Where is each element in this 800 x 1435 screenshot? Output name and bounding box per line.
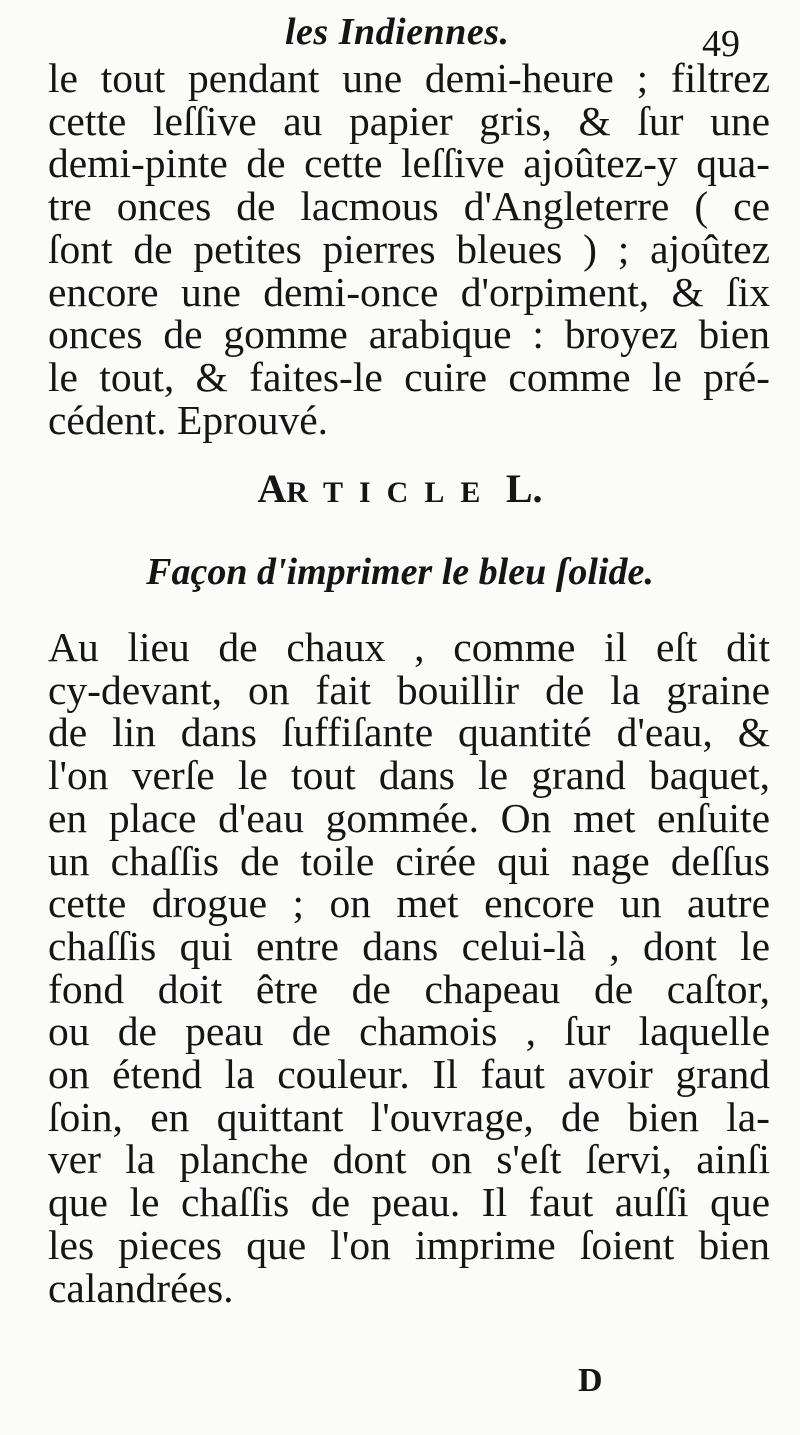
paragraph-1 — [48, 57, 770, 441]
text-line: cette leſſive au papier gris, & ſur une — [48, 97, 770, 144]
text-line: l'on verſe le tout dans le grand baquet, — [48, 752, 770, 799]
article-heading-word: RTICLE — [286, 476, 497, 509]
text-line: cédent. Eprouvé. — [48, 396, 329, 443]
text-line: onces de gomme arabique : broyez bien — [48, 311, 770, 358]
text-line: ver la planche dont on s'eſt ſervi, ainſi — [48, 1136, 770, 1183]
text-line: en place d'eau gommée. On met enſuite — [48, 794, 770, 841]
text-line: fond doit être de chapeau de caſtor, — [48, 965, 770, 1012]
section-title: Façon d'imprimer le bleu ſolide. — [146, 551, 654, 593]
running-head — [0, 6, 800, 65]
text-line: ou de peau de chamois , ſur laquelle — [48, 1008, 770, 1055]
article-heading — [0, 465, 800, 512]
text-line: tre onces de lacmous d'Angleterre ( ce — [48, 183, 770, 230]
text-line: ſont de petites pierres bleues ) ; ajoûtez — [48, 225, 770, 272]
text-line: Au lieu de chaux , comme il eſt dit — [48, 624, 770, 670]
article-number: L. — [505, 466, 543, 511]
running-title: les Indiennes. — [285, 11, 510, 53]
text-line: calandrées. — [48, 1264, 234, 1311]
text-line: ſoin, en quittant l'ouvrage, de bien la- — [48, 1093, 770, 1140]
text-line: demi-pinte de cette leſſive ajoûtez-y qua- — [48, 140, 770, 187]
text-line: cy-devant, on fait bouillir de la graine — [48, 666, 770, 713]
text-line: cette drogue ; on met encore un autre — [48, 880, 770, 927]
text-line: chaſſis qui entre dans celui-là , dont le — [48, 922, 770, 969]
text-line: un chaſſis de toile cirée qui nage deſſus — [48, 837, 770, 884]
text-line: le tout pendant une demi-heure ; filtrez — [48, 55, 770, 101]
text-line: les pieces que l'on imprime ſoient bien — [48, 1221, 770, 1268]
page-number: 49 — [702, 23, 740, 65]
text-line: le tout, & faites-le cuire comme le pré- — [48, 353, 770, 400]
text-line: de lin dans ſuffiſante quantité d'eau, & — [48, 709, 770, 756]
signature-mark: D — [578, 1362, 603, 1399]
paragraph-2 — [48, 626, 770, 1309]
article-heading-initial: A — [257, 466, 287, 511]
text-line: encore une demi-once d'orpiment, & ſix — [48, 268, 770, 315]
text-line: que le chaſſis de peau. Il faut auſſi que — [48, 1179, 770, 1226]
text-line: on étend la couleur. Il faut avoir grand — [48, 1051, 770, 1098]
